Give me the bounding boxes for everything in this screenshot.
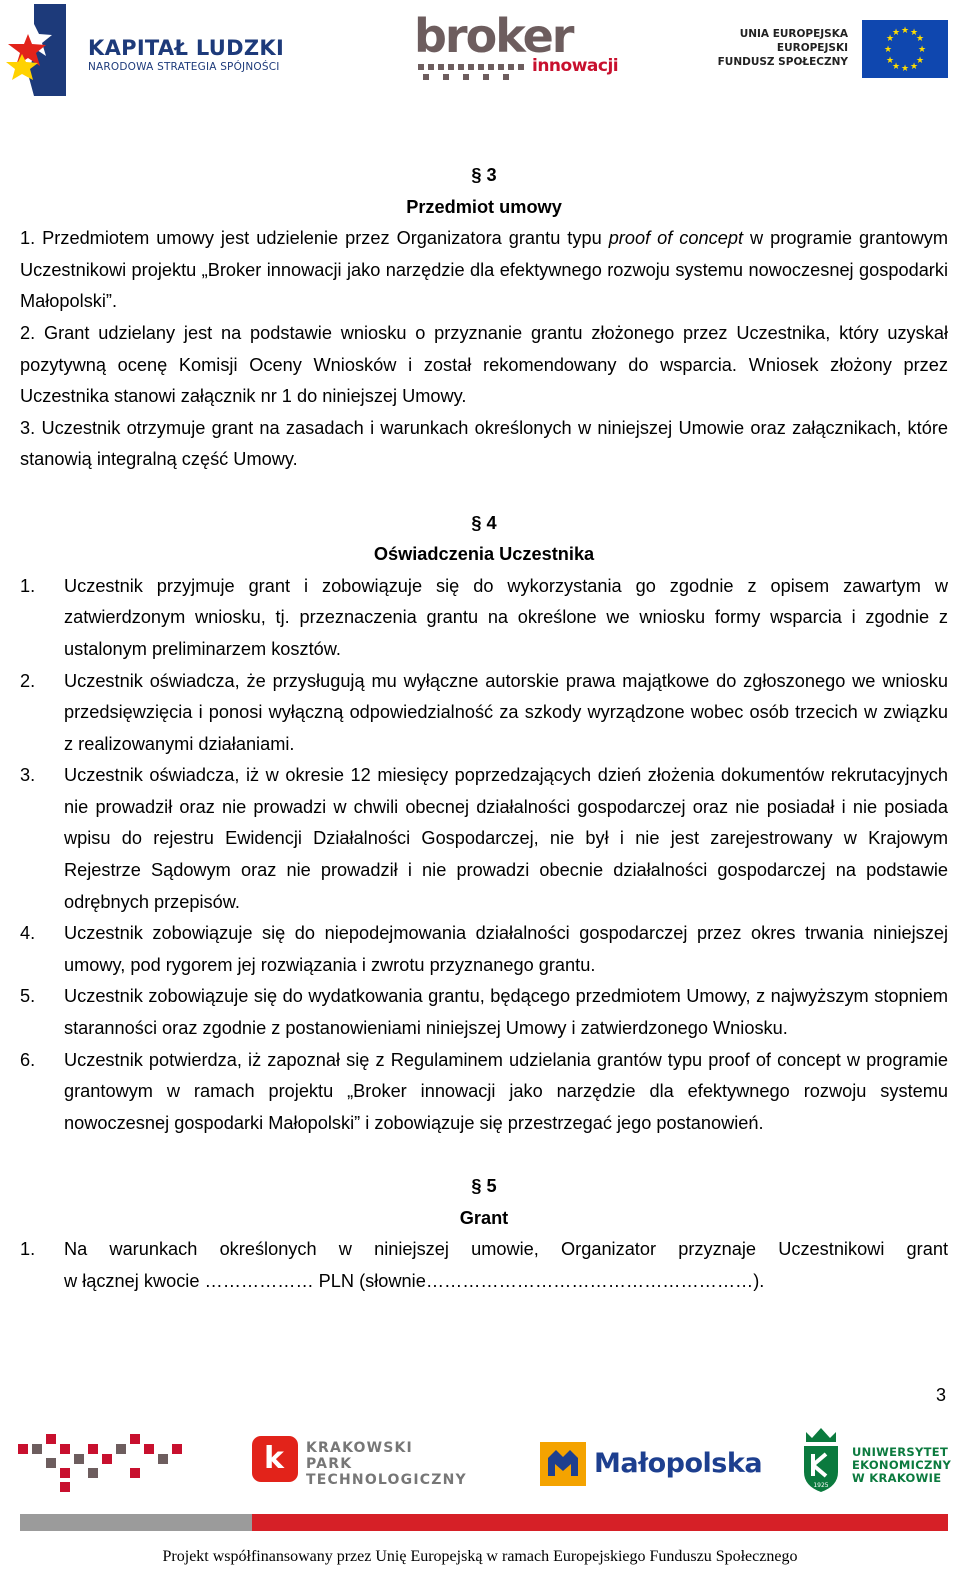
section-5-mark: § 5 <box>471 1176 497 1196</box>
svg-text:★: ★ <box>885 56 895 66</box>
kapital-ludzki-subtitle: NARODOWA STRATEGIA SPÓJNOŚCI <box>88 61 280 73</box>
item-number: 5. <box>20 986 36 1007</box>
uek-year: 1925 <box>813 1482 829 1489</box>
uek-line1: UNIWERSYTET <box>852 1445 949 1459</box>
item-number: 6. <box>20 1049 36 1070</box>
section-3-title: Przedmiot umowy <box>406 196 562 217</box>
grant-amount-line: w łącznej kwocie ……………… PLN (słownie………………………………………………). <box>64 1270 765 1291</box>
broker-logo-word: broker <box>414 9 573 63</box>
kpt-text <box>306 1440 496 1488</box>
section-4-item <box>20 571 948 666</box>
item-number: 4. <box>20 923 36 944</box>
kpt-line1: KRAKOWSKI <box>306 1440 413 1456</box>
item-number: 2. <box>20 670 36 691</box>
item-text: Uczestnik potwierdza, iż zapoznał się z Regulaminem udzielania grantów typu proof of concept w programie grantowym w ramach projektu „Broker innowacji jako narzędzie dla efektywnego rozwoju systemu nowoczesnej gospodarki Małopolski” i zobowiązuje się przestrzegać jego postanowień. <box>64 1049 948 1133</box>
footer-logos <box>0 1420 960 1500</box>
svg-text:★: ★ <box>900 26 910 36</box>
eu-line3: FUNDUSZ SPOŁECZNY <box>717 56 848 68</box>
eu-line2: EUROPEJSKI <box>776 42 848 54</box>
svg-text:★: ★ <box>891 28 901 38</box>
grant-line-1: Na warunkach określonych w niniejszej umowie, Organizator przyznaje Uczestnikowi grant <box>64 1239 948 1260</box>
kapital-ludzki-logo-icon <box>6 4 66 96</box>
section-3-item-1-tail: w programie grantowym Uczestnikowi projektu „Broker innowacji jako narzędzie dla efektywnego rozwoju systemu nowoczesnej gospodarki Małopolski”. <box>20 228 948 312</box>
malopolska-text: Małopolska <box>594 1448 763 1479</box>
item-number: 1. <box>20 575 36 596</box>
uek-text <box>852 1446 951 1485</box>
footer-bar-grey <box>20 1514 252 1531</box>
kpt-letter: k <box>264 1441 284 1476</box>
section-spacer <box>20 1139 948 1171</box>
eu-flag-icon <box>862 20 948 78</box>
uek-crest-icon <box>800 1424 842 1494</box>
document-body <box>20 160 948 1297</box>
item-number: 3. <box>20 765 36 786</box>
section-3-item-3: 3. Uczestnik otrzymuje grant na zasadach i warunkach określonych w niniejszej Umowie oraz załącznikach, które stanowią integralną część Umowy. <box>20 417 948 470</box>
kpt-badge-icon <box>252 1436 298 1482</box>
section-4-item <box>20 666 948 761</box>
section-5-title: Grant <box>459 1207 509 1228</box>
kpt-line3: TECHNOLOGICZNY <box>306 1472 467 1488</box>
section-3-mark: § 3 <box>471 165 497 185</box>
svg-text:★: ★ <box>885 34 895 44</box>
kapital-ludzki-title: KAPITAŁ LUDZKI <box>88 36 285 60</box>
svg-text:★: ★ <box>891 62 901 72</box>
section-3-item-1 <box>20 223 948 318</box>
section-5-item-1 <box>20 1234 948 1297</box>
section-4-item <box>20 760 948 918</box>
footer-bar-red <box>252 1514 948 1531</box>
section-3-item-1-italic: proof of concept <box>608 228 744 249</box>
item-text: Uczestnik zobowiązuje się do niepodejmowania działalności gospodarczej przez okres trwania niniejszej umowy, pod rygorem jej rozwiązania i zwrotu przyznanego grantu. <box>64 923 948 975</box>
malopolska-emblem-icon <box>540 1442 586 1486</box>
eu-text <box>718 27 848 69</box>
broker-dots-icon <box>418 62 528 82</box>
section-4-mark: § 4 <box>471 512 497 533</box>
svg-text:★: ★ <box>883 45 893 55</box>
section-4-item <box>20 918 948 981</box>
uek-line2: EKONOMICZNY <box>852 1458 952 1472</box>
uek-line3: W KRAKOWIE <box>852 1471 942 1485</box>
broker-innowacji-logo <box>414 9 619 82</box>
kapital-ludzki-text <box>88 36 284 74</box>
section-3-item-1-lead: 1. Przedmiotem umowy jest udzielenie przez Organizatora grantu typu <box>20 228 609 249</box>
item-text: Uczestnik oświadcza, iż w okresie 12 miesięcy poprzedzających dzień złożenia dokumentów rekrutacyjnych nie prowadził oraz nie prowadzi w chwili obecnej działalności gospodarczej oraz nie posiadał i nie posiada wpisu do rejestru Ewidencji Działalności Gospodarczej, nie był i nie jest zarejestrowany w Krajowym Rejestrze Sądowym oraz nie prowadził i nie prowadzi obecnie działalności gospodarczej na podstawie odrębnych przepisów. <box>64 765 948 912</box>
svg-text:★: ★ <box>915 56 925 66</box>
section-4-item <box>20 1045 948 1140</box>
page-header <box>0 0 960 100</box>
item-text: Uczestnik zobowiązuje się do wydatkowania grantu, będącego przedmiotem Umowy, z najwyższym stopniem staranności oraz zgodnie z postanowieniami niniejszej Umowy i zatwierdzonego Wniosku. <box>64 986 948 1039</box>
svg-text:★: ★ <box>917 45 927 55</box>
section-spacer <box>20 476 948 508</box>
kpt-line2: PARK <box>306 1456 353 1472</box>
item-number: 1. <box>20 1239 36 1260</box>
section-3-item-2: 2. Grant udzielany jest na podstawie wniosku o przyznanie grantu złożonego przez Uczestnika, który uzyskał pozytywną ocenę Komisji Oceny Wniosków i został rekomendowany do wsparcia. Wniosek złożony przez Uczestnika stanowi załącznik nr 1 do niniejszej Umowy. <box>20 322 948 407</box>
broker-dots-footer-icon <box>18 1434 190 1494</box>
broker-logo-sub: innowacji <box>532 56 619 76</box>
item-text: Uczestnik przyjmuje grant i zobowiązuje się do wykorzystania go zgodnie z opisem zawartym w zatwierdzonym wniosku, tj. przeznaczenia grantu na określone we wniosku formy wsparcia i zgodnie z ustalonym preliminarzem kosztów. <box>64 575 948 659</box>
svg-text:★: ★ <box>909 28 919 38</box>
svg-text:★: ★ <box>909 62 919 72</box>
svg-text:★: ★ <box>915 34 925 44</box>
page-number: 3 <box>935 1385 946 1405</box>
section-4-item <box>20 981 948 1044</box>
footer-color-bar <box>20 1514 948 1531</box>
section-4-title: Oświadczenia Uczestnika <box>373 544 595 565</box>
eu-line1: UNIA EUROPEJSKA <box>739 28 848 40</box>
footer-note: Projekt współfinansowany przez Unię Europejską w ramach Europejskiego Funduszu Społecznego <box>162 1548 798 1565</box>
item-text: Uczestnik oświadcza, że przysługują mu wyłączne autorskie prawa majątkowe do zgłoszonego we wniosku przedsięwzięcia i ponosi wyłączną odpowiedzialność za szkody wyrządzone wobec osób trzecich w związku z realizowanymi działaniami. <box>64 670 948 754</box>
svg-text:★: ★ <box>900 64 910 74</box>
